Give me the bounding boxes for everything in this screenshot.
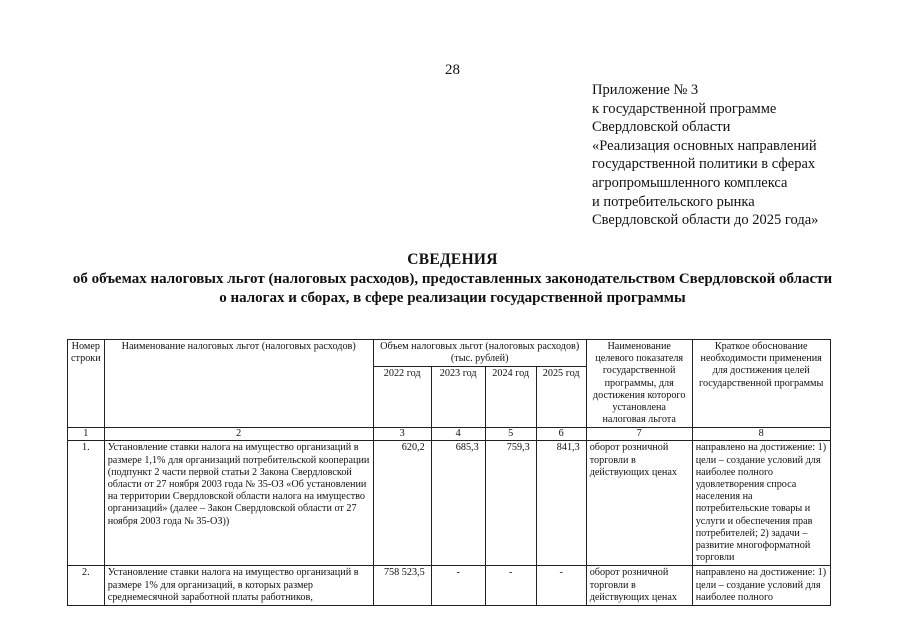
page-number: 28 [445, 62, 460, 78]
header-rationale: Краткое обоснование необходимости применения для достижения целей государственной программы [692, 340, 830, 428]
tax-benefits-table [67, 339, 831, 606]
appendix-line: Свердловской области [592, 119, 731, 136]
appendix-line: к государственной программе [592, 100, 777, 117]
table-row [68, 441, 831, 566]
column-number: 7 [586, 428, 692, 441]
table-row [68, 566, 831, 606]
appendix-line: государственной политики в сферах [592, 156, 816, 173]
header-row-number: Номер строки [68, 340, 105, 428]
appendix-line: Приложение № 3 [592, 82, 699, 98]
target-indicator: оборот розничной торговли в действующих ценах [586, 566, 692, 606]
appendix-line: агропромышленного комплекса [592, 174, 788, 191]
value-2023: - [431, 566, 485, 606]
value-2024: - [485, 566, 536, 606]
benefit-name: Установление ставки налога на имущество организаций в размере 1,1% для организаций потребительской кооперации (подпункт 2 части первой статьи 2 Закона Свердловской области от 27 ноября 2003 года № 35-ОЗ «Об установлении на территории Свердловской области налога на имущество организаций» (далее – Закон Свердловской области от 27 ноября 2003 года № 35-ОЗ)) [104, 441, 373, 566]
row-number: 1. [68, 441, 105, 566]
rationale: направлено на достижение: 1) цели – создание условий для наиболее полного [692, 566, 830, 606]
value-2025: 841,3 [536, 441, 586, 566]
column-number: 4 [431, 428, 485, 441]
title-line: об объемах налоговых льгот (налоговых расходов), предоставленных законодательством Свердловской области [72, 270, 833, 287]
title-line: о налогах и сборах, в сфере реализации государственной программы [219, 290, 686, 306]
appendix-line: и потребительского рынка [592, 193, 755, 210]
row-number: 2. [68, 566, 105, 606]
header-volume: Объем налоговых льгот (налоговых расходов) (тыс. рублей) [373, 340, 586, 367]
value-2022: 620,2 [373, 441, 431, 566]
header-year: 2023 год [431, 367, 485, 428]
value-2023: 685,3 [431, 441, 485, 566]
rationale: направлено на достижение: 1) цели – создание условий для наиболее полного удовлетворения спроса населения на потребительские товары и услуги и обеспечения прав потребителей; 2) задачи – развитие многоформатной торговли [692, 441, 830, 566]
column-number: 8 [692, 428, 830, 441]
value-2025: - [536, 566, 586, 606]
target-indicator: оборот розничной торговли в действующих ценах [586, 441, 692, 566]
column-number: 3 [373, 428, 431, 441]
column-number: 5 [485, 428, 536, 441]
table-header-row [68, 340, 831, 367]
header-indicator: Наименование целевого показателя государственной программы, для достижения которого установлена налоговая льгота [586, 340, 692, 428]
appendix-note [592, 81, 882, 230]
column-number-row [68, 428, 831, 441]
column-number: 6 [536, 428, 586, 441]
document-title [0, 250, 905, 309]
value-2022: 758 523,5 [373, 566, 431, 606]
header-year: 2022 год [373, 367, 431, 428]
column-number: 2 [104, 428, 373, 441]
appendix-line: «Реализация основных направлений [592, 137, 817, 154]
header-year: 2024 год [485, 367, 536, 428]
title-heading: СВЕДЕНИЯ [407, 251, 498, 268]
benefit-name: Установление ставки налога на имущество организаций в размере 1% для организаций, в которых размер среднемесячной заработной платы работников, [104, 566, 373, 606]
value-2024: 759,3 [485, 441, 536, 566]
header-year: 2025 год [536, 367, 586, 428]
appendix-line: Свердловской области до 2025 года» [592, 212, 819, 229]
column-number: 1 [68, 428, 105, 441]
header-name: Наименование налоговых льгот (налоговых расходов) [104, 340, 373, 428]
